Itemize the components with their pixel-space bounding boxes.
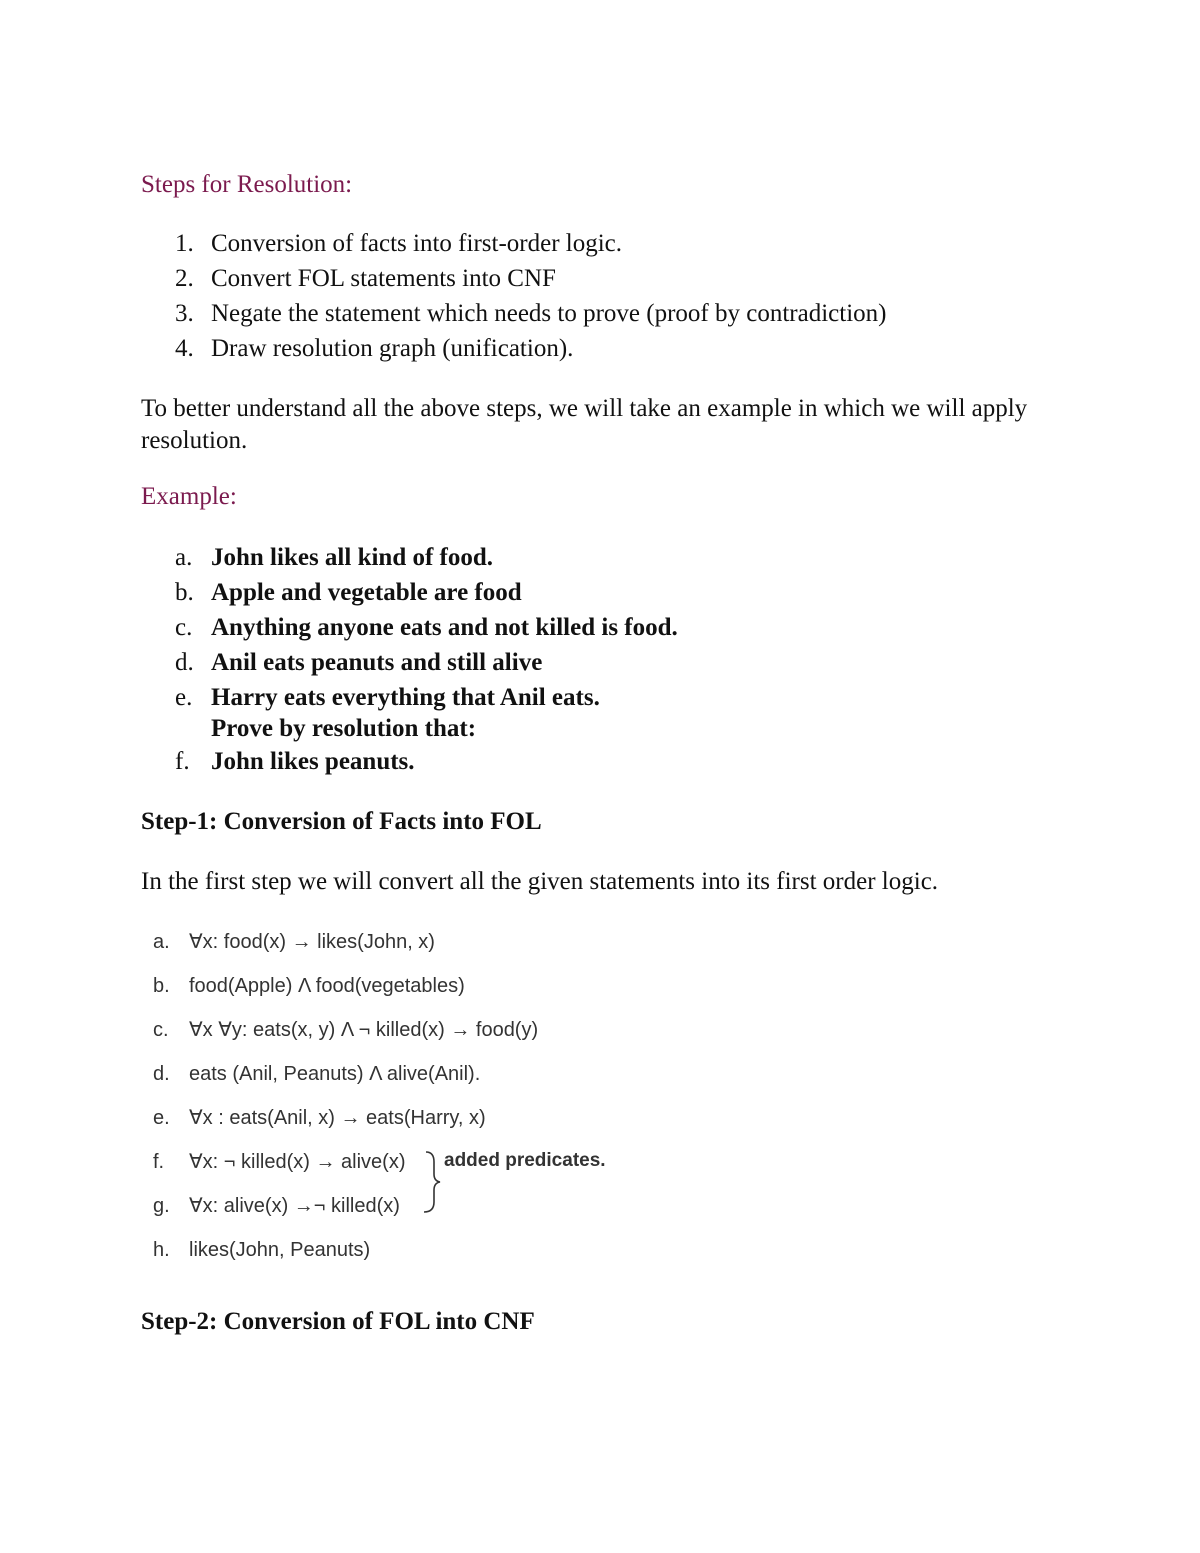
list-item [141, 645, 678, 680]
step1-paragraph: In the first step we will convert all the given statements into its first order logic. [141, 868, 939, 895]
list-marker: a. [153, 931, 170, 953]
step1-heading: Step-1: Conversion of Facts into FOL [141, 808, 542, 835]
curly-brace-icon [420, 1150, 442, 1214]
example-heading: Example: [141, 483, 237, 510]
list-marker: d. [175, 649, 194, 676]
steps-list [141, 226, 886, 366]
list-marker: g. [153, 1195, 170, 1217]
list-item [141, 969, 538, 1013]
formula-text: ∀x : eats(Anil, x) → eats(Harry, x) [189, 1107, 486, 1129]
list-item-text: Anil eats peanuts and still alive [211, 649, 543, 676]
list-marker: 4. [175, 335, 194, 362]
formula-text: ∀x: food(x) → likes(John, x) [189, 931, 435, 953]
formula-text: ∀x: alive(x) →¬ killed(x) [189, 1195, 400, 1217]
list-item [141, 925, 538, 969]
list-marker: 2. [175, 265, 194, 292]
list-item [141, 1101, 538, 1145]
list-item [141, 261, 886, 296]
step2-heading: Step-2: Conversion of FOL into CNF [141, 1308, 535, 1335]
list-item [141, 331, 886, 366]
brace-annotation: added predicates. [444, 1150, 606, 1171]
list-marker: e. [153, 1107, 170, 1129]
list-item-text: John likes peanuts. [211, 748, 415, 775]
formula-text: likes(John, Peanuts) [189, 1239, 371, 1261]
list-item [141, 296, 886, 331]
list-item [141, 226, 886, 261]
list-marker: 3. [175, 300, 194, 327]
list-item [141, 575, 678, 610]
formula-text: ∀x ∀y: eats(x, y) Λ ¬ killed(x) → food(y) [189, 1019, 539, 1041]
list-item-text: John likes all kind of food. [211, 544, 494, 571]
list-item [141, 1013, 538, 1057]
list-marker: 1. [175, 230, 194, 257]
list-item [141, 744, 678, 779]
list-item [141, 610, 678, 645]
steps-heading: Steps for Resolution: [141, 171, 353, 198]
list-marker: a. [175, 544, 193, 571]
list-item [141, 1233, 538, 1277]
list-item-text: Apple and vegetable are food [211, 579, 522, 606]
list-item-text: Negate the statement which needs to prove (proof by contradiction) [211, 300, 887, 327]
list-marker: f. [153, 1151, 165, 1173]
list-item-text: Draw resolution graph (unification). [211, 335, 574, 362]
list-marker: b. [153, 975, 170, 997]
list-item-text: Conversion of facts into first-order logic. [211, 230, 623, 257]
formula-text: ∀x: ¬ killed(x) → alive(x) [189, 1151, 406, 1173]
list-marker: c. [175, 614, 193, 641]
list-item-text: Convert FOL statements into CNF [211, 265, 556, 292]
example-list [141, 540, 678, 779]
list-item [141, 1057, 538, 1101]
list-item [141, 540, 678, 575]
intro-paragraph: To better understand all the above steps, we will take an example in which we will apply resolution. [141, 395, 1028, 454]
formula-text: food(Apple) Λ food(vegetables) [189, 975, 465, 997]
list-item-text: Harry eats everything that Anil eats. [211, 684, 600, 711]
formula-text: eats (Anil, Peanuts) Λ alive(Anil). [189, 1063, 481, 1085]
fol-statement-list [141, 925, 538, 1277]
list-marker: e. [175, 684, 193, 711]
list-item-text: Anything anyone eats and not killed is food. [211, 614, 678, 641]
list-marker: h. [153, 1239, 170, 1261]
list-marker: d. [153, 1063, 170, 1085]
list-item [141, 680, 678, 744]
list-marker: b. [175, 579, 194, 606]
list-item [141, 1189, 538, 1233]
list-marker: c. [153, 1019, 169, 1041]
list-marker: f. [175, 748, 190, 775]
list-item-subtext: Prove by resolution that: [211, 715, 477, 742]
